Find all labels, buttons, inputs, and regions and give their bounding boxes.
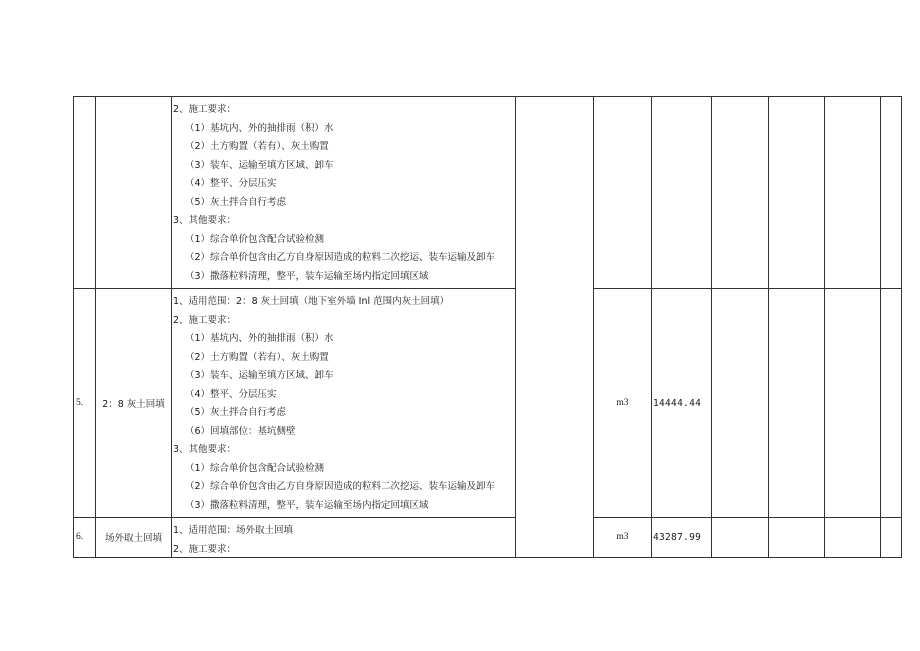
description-line: 1、适用范围：2：8 灰土回填（地下室外墙 Inl 范围内灰土回填） [173,296,450,307]
item-description [172,518,516,558]
item-index: 5. [74,289,96,518]
empty-cell [769,289,825,518]
description-line: 3、其他要求： [173,215,237,226]
description-line: （6）回填部位：基坑侧壁 [185,425,296,437]
empty-cell [712,518,769,558]
empty-cell [881,97,902,289]
description-line: （2）综合单价包含由乙方自身原因造成的粒料二次挖运、装车运输及卸车 [185,481,496,492]
item-unit [594,97,652,289]
description-line: 2、施工要求： [173,314,237,326]
description-line: 2、施工要求： [173,104,237,115]
table-body [74,97,902,558]
description-line: （1）综合单价包含配合试验检测 [185,462,325,474]
description-line: （2）土方购置（若有）、灰土购置 [185,351,329,363]
description-line: （5）灰土拌合自行考虑 [185,407,287,418]
description-line: 1、适用范围：场外取土回填 [173,525,294,536]
description-line: （4）整平、分层压实 [185,388,277,400]
description-line: （3）撒落粒料清理，整平，装车运输至场内指定回填区域 [185,499,429,511]
item-description [172,97,516,289]
item-index: 6. [74,518,96,558]
table-row [74,289,902,518]
description-line: （2）土方购置（若有）、灰土购置 [185,141,329,152]
item-unit: m3 [594,518,652,558]
item-description [172,289,516,518]
empty-cell [881,289,902,518]
item-index [74,97,96,289]
description-line: （2）综合单价包含由乙方自身原因造成的粒料二次挖运、装车运输及卸车 [185,252,496,263]
description-lines [172,293,515,515]
empty-cell [769,518,825,558]
description-line: （4）整平、分层压实 [185,178,277,189]
empty-cell [825,518,881,558]
description-lines [172,101,515,286]
description-line: （3）撒落粒料清理，整平，装车运输至场内指定回填区域 [185,270,429,282]
description-line: 3、其他要求： [173,444,237,455]
item-name: 2：8 灰土回填 [96,289,172,518]
table-row [74,518,902,558]
description-line: （3）装车、运输至填方区域、卸车 [185,159,334,171]
description-line: （3）装车、运输至填方区域、卸车 [185,370,334,381]
description-line: 2、施工要求： [173,543,237,555]
empty-cell [712,97,769,289]
item-quantity: 14444.44 [652,289,712,518]
item-name: 场外取土回填 [96,518,172,558]
empty-cell [712,289,769,518]
empty-cell [769,97,825,289]
table-row [74,97,902,289]
description-lines [172,522,515,555]
item-name [96,97,172,289]
empty-cell [825,289,881,518]
empty-cell [881,518,902,558]
item-quantity [652,97,712,289]
bill-of-quantities-table [73,96,902,558]
item-unit: m3 [594,289,652,518]
merged-blank-cell [516,97,594,558]
empty-cell [825,97,881,289]
item-quantity: 43287.99 [652,518,712,558]
description-line: （1）综合单价包含配合试验检测 [185,233,325,245]
description-line: （1）基坑内、外的抽排雨（积）水 [185,122,334,134]
description-line: （5）灰土拌合自行考虑 [185,196,287,208]
description-line: （1）基坑内、外的抽排雨（积）水 [185,333,334,344]
